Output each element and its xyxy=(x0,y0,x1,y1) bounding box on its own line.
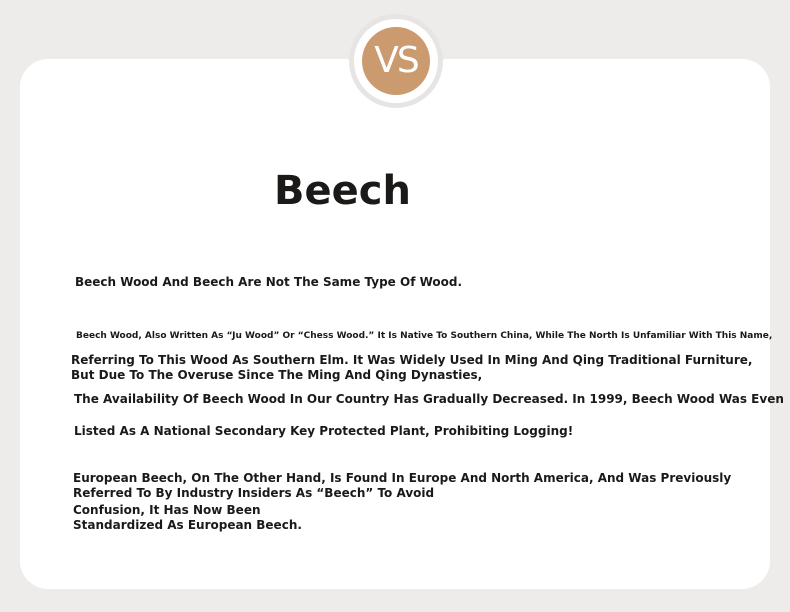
paragraph-availability: The Availability Of Beech Wood In Our Country Has Gradually Decreased. In 1999, Beech Wood Was Even xyxy=(74,392,784,406)
vs-badge-ring xyxy=(354,19,438,103)
page-title: Beech xyxy=(274,168,411,214)
vs-badge-text: VS xyxy=(374,40,418,81)
paragraph-southern-elm: Referring To This Wood As Southern Elm. It Was Widely Used In Ming And Qing Traditional Furniture, But Due To The Overuse Since The Ming And Qing Dynasties, xyxy=(71,353,753,382)
paragraph-intro: Beech Wood And Beech Are Not The Same Type Of Wood. xyxy=(75,275,463,289)
vs-badge xyxy=(349,14,443,108)
paragraph-beech-wood-origin: Beech Wood, Also Written As “Ju Wood” Or “Chess Wood.” It Is Native To Southern China, While The North Is Unfamiliar With This Name, xyxy=(76,331,773,341)
paragraph-protected-plant: Listed As A National Secondary Key Protected Plant, Prohibiting Logging! xyxy=(74,424,574,438)
paragraph-european-beech: European Beech, On The Other Hand, Is Found In Europe And North America, And Was Previously Referred To By Industry Insiders As “Beech” To Avoid xyxy=(73,471,732,500)
paragraph-standardized: Confusion, It Has Now Been Standardized As European Beech. xyxy=(73,503,302,532)
vs-badge-circle xyxy=(362,27,430,95)
